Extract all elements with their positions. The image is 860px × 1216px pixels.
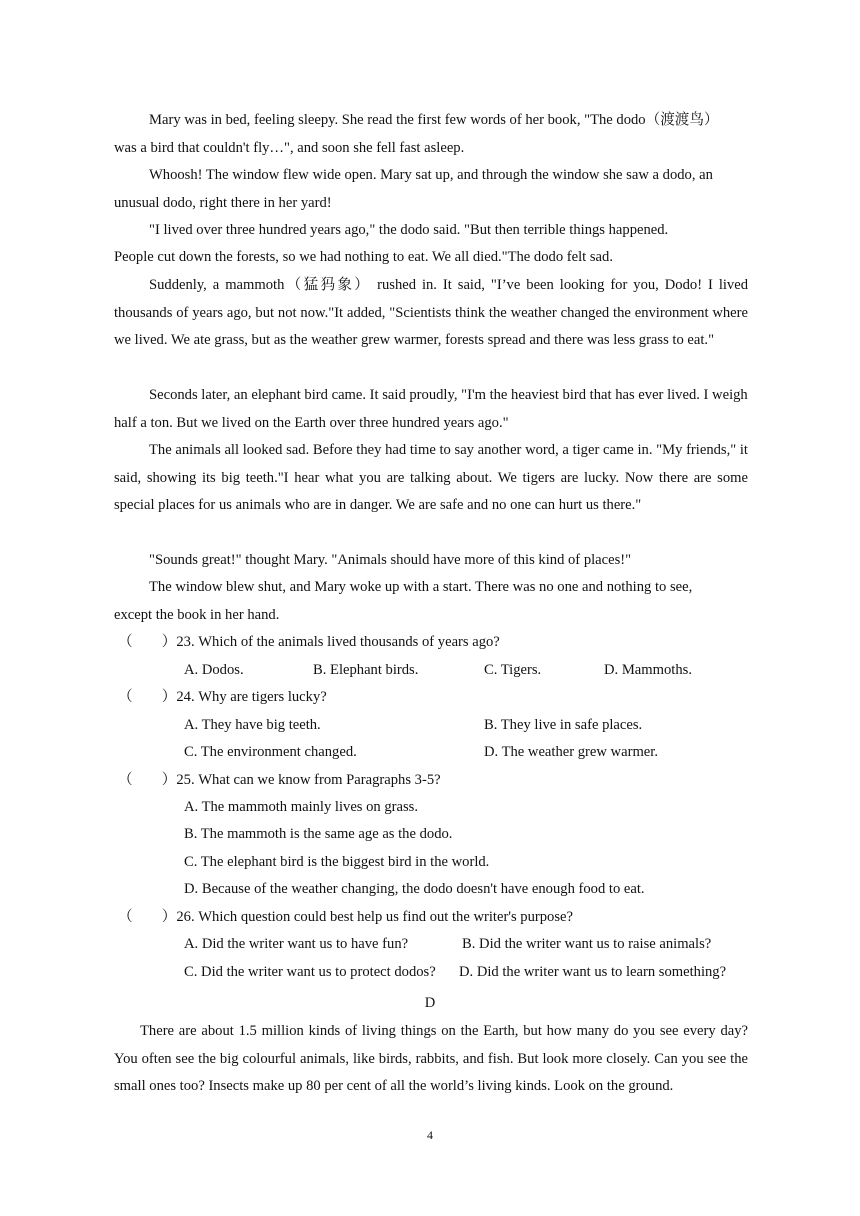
story-paragraph-7: "Sounds great!" thought Mary. "Animals should have more of this kind of places!" bbox=[149, 552, 632, 568]
question-24-option-c: C. The environment changed. bbox=[184, 744, 357, 760]
section-d-paragraph: There are about 1.5 million kinds of living things on the Earth, but how many do you see every day? You often see the big colourful animals, like birds, rabbits, and fish. But look more closely. Can you see the small ones too? Insects make up 80 per cent of all the world’s living kinds. Look on the ground. bbox=[114, 1023, 748, 1094]
story-paragraph-1-line-1: Mary was in bed, feeling sleepy. She read the first few words of her book, "The dodo（渡渡鸟） bbox=[149, 112, 719, 128]
question-25-stem: （ ）25. What can we know from Paragraphs 3-5? bbox=[118, 772, 441, 788]
story-paragraph-5: Seconds later, an elephant bird came. It said proudly, "I'm the heaviest bird that has ever lived. I weigh half a ton. But we lived on the Earth over three hundred years ago." bbox=[114, 387, 748, 431]
story-paragraph-8-line-1: The window blew shut, and Mary woke up with a start. There was no one and nothing to see, bbox=[149, 579, 693, 595]
section-d-heading: D bbox=[424, 995, 436, 1011]
question-23-option-b: B. Elephant birds. bbox=[313, 662, 419, 678]
question-23-option-c: C. Tigers. bbox=[484, 662, 542, 678]
question-24-option-b: B. They live in safe places. bbox=[484, 717, 643, 733]
question-26-option-b: B. Did the writer want us to raise animals? bbox=[462, 936, 712, 952]
question-24-option-d: D. The weather grew warmer. bbox=[484, 744, 658, 760]
question-23-stem: （ ）23. Which of the animals lived thousands of years ago? bbox=[118, 634, 500, 650]
question-25-option-b: B. The mammoth is the same age as the dodo. bbox=[184, 826, 453, 842]
question-25-option-c: C. The elephant bird is the biggest bird in the world. bbox=[184, 854, 490, 870]
question-23-option-d: D. Mammoths. bbox=[604, 662, 692, 678]
question-25-option-a: A. The mammoth mainly lives on grass. bbox=[184, 799, 419, 815]
story-paragraph-1-line-2: was a bird that couldn't fly…", and soon she fell fast asleep. bbox=[114, 140, 465, 156]
story-paragraph-4: Suddenly, a mammoth（猛犸象） rushed in. It said, "I’ve been looking for you, Dodo! I lived thousands of years ago, but not now."It added, "Scientists think the weather changed the environment where we lived. We ate grass, but as the weather grew warmer, forests spread and there was less grass to eat." bbox=[114, 277, 748, 348]
question-24-option-a: A. They have big teeth. bbox=[184, 717, 321, 733]
page-number: 4 bbox=[427, 1128, 433, 1142]
question-26-option-d: D. Did the writer want us to learn something? bbox=[459, 964, 727, 980]
story-paragraph-3-line-1: "I lived over three hundred years ago," the dodo said. "But then terrible things happened. bbox=[149, 222, 669, 238]
question-26-option-a: A. Did the writer want us to have fun? bbox=[184, 936, 409, 952]
question-25-option-d: D. Because of the weather changing, the dodo doesn't have enough food to eat. bbox=[184, 881, 645, 897]
question-24-stem: （ ）24. Why are tigers lucky? bbox=[118, 689, 327, 705]
question-23-option-a: A. Dodos. bbox=[184, 662, 244, 678]
story-paragraph-2: Whoosh! The window flew wide open. Mary sat up, and through the window she saw a dodo, an unusual dodo, right there in her yard! bbox=[114, 167, 713, 211]
story-paragraph-8-line-2: except the book in her hand. bbox=[114, 607, 280, 623]
story-paragraph-6: The animals all looked sad. Before they had time to say another word, a tiger came in. "My friends," it said, showing its big teeth."I hear what you are talking about. We tigers are lucky. Now there are some special places for us animals who are in danger. We are safe and no one can hurt us there." bbox=[114, 442, 748, 513]
story-paragraph-3-line-2: People cut down the forests, so we had nothing to eat. We all died."The dodo felt sad. bbox=[114, 249, 613, 265]
question-26-option-c: C. Did the writer want us to protect dodos? bbox=[184, 964, 436, 980]
question-26-stem: （ ）26. Which question could best help us find out the writer's purpose? bbox=[118, 909, 573, 925]
